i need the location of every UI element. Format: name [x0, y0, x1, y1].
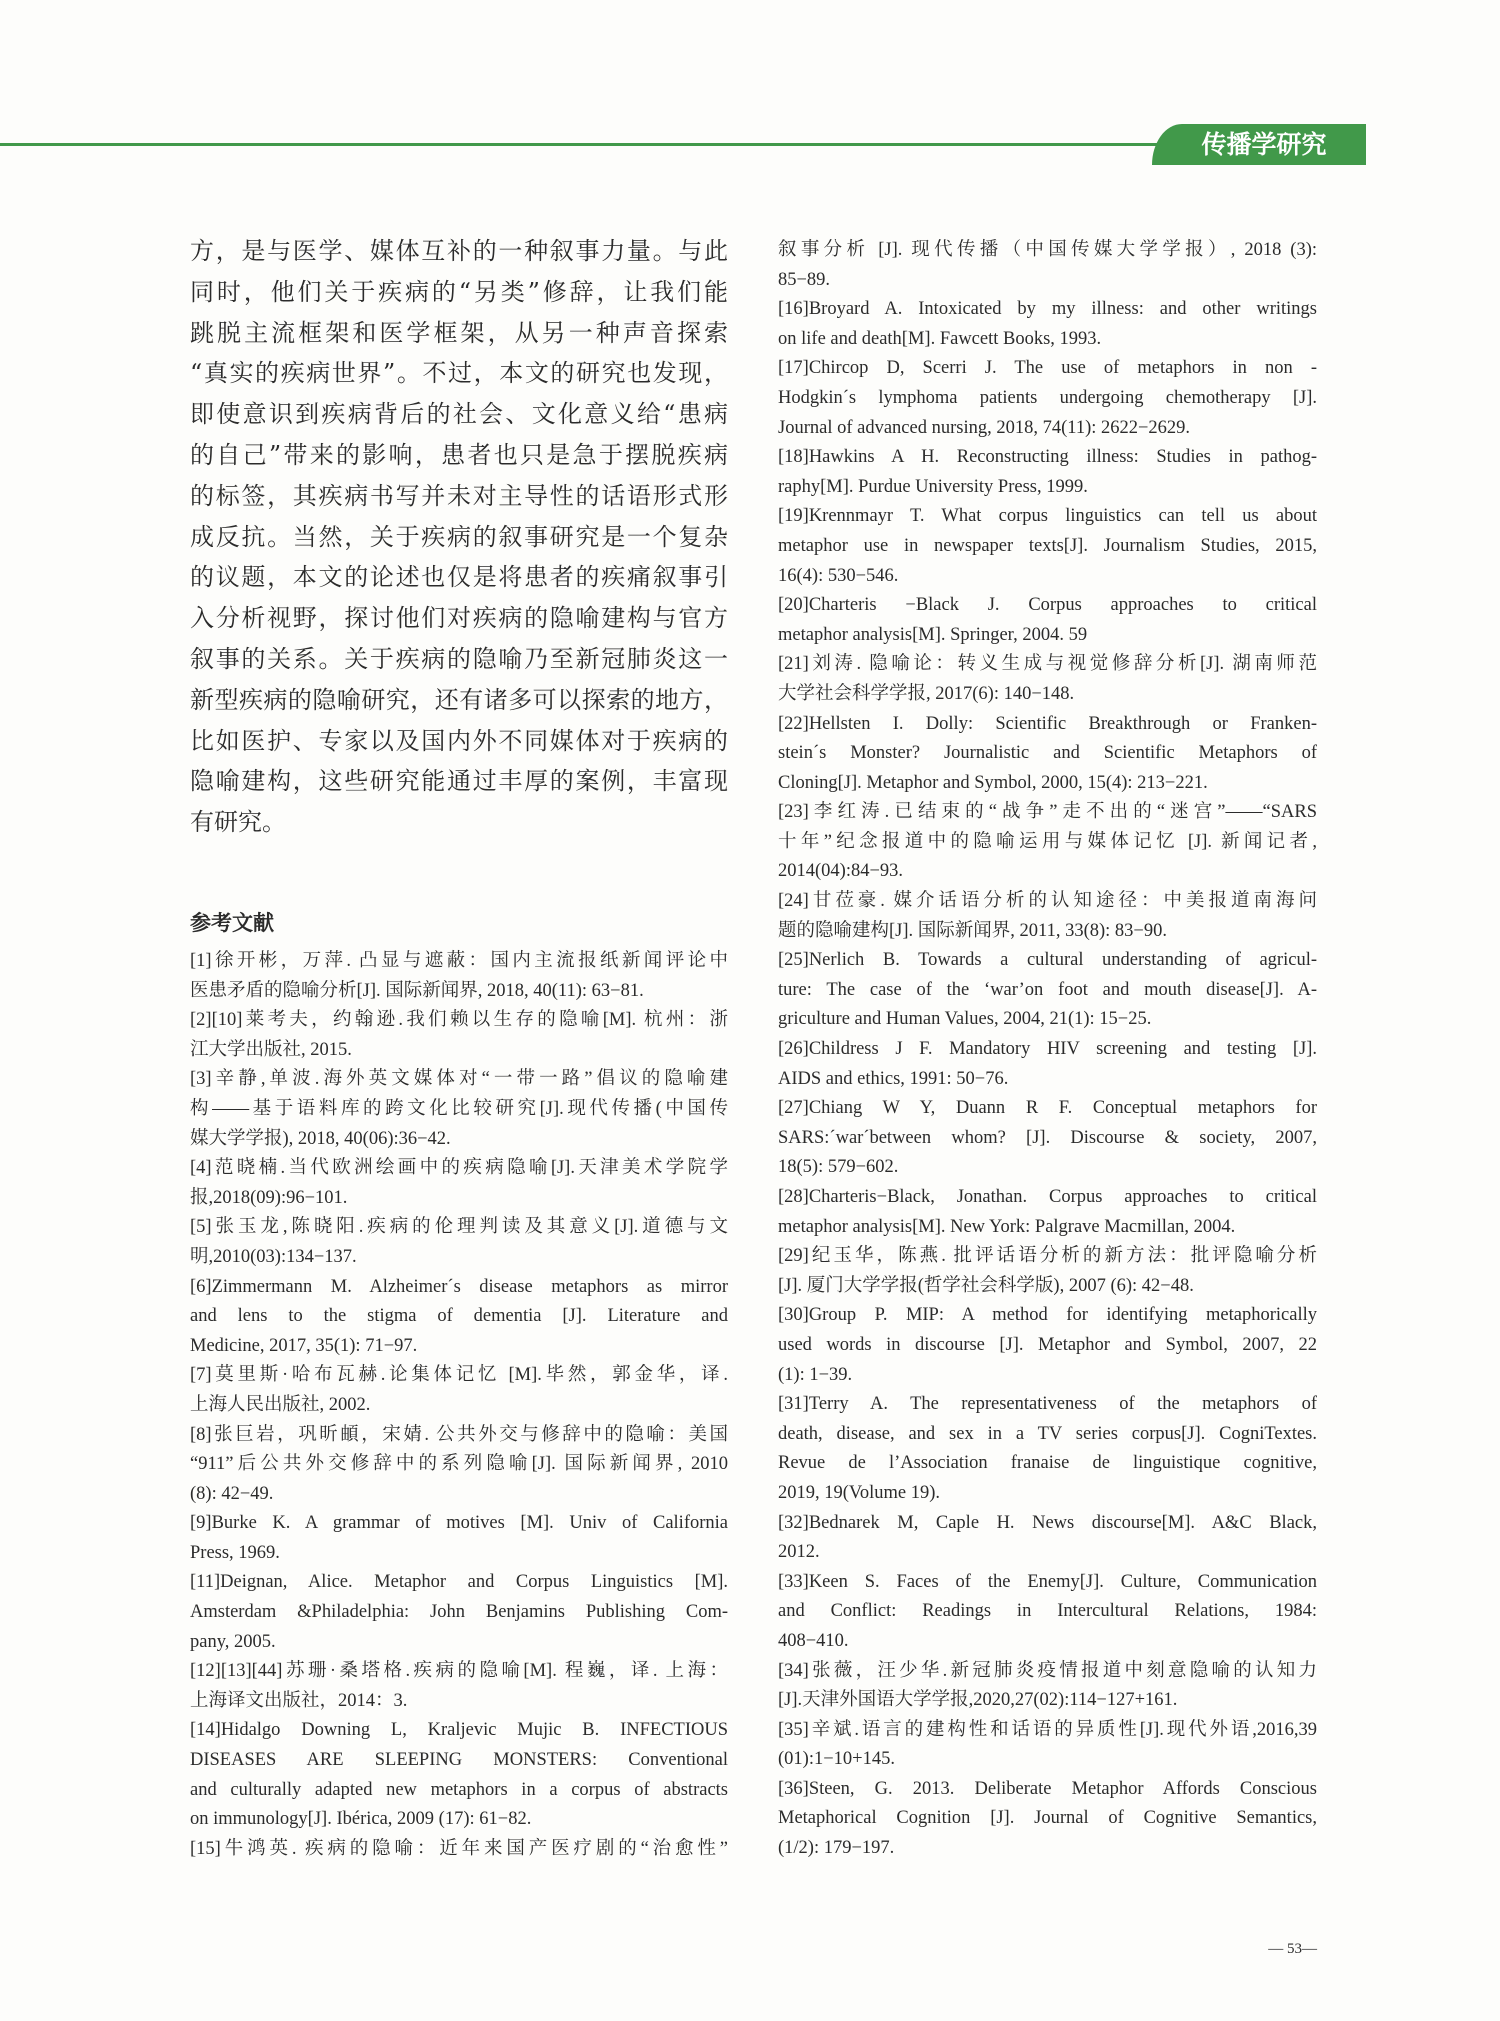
body-text-line: 隐喻建构，这些研究能通过丰厚的案例，丰富现	[190, 767, 728, 796]
reference-line: [33]Keen S. Faces of the Enemy[J]. Culture, Communication	[778, 1571, 1317, 1592]
reference-line: [14]Hidalgo Downing L, Kraljevic Mujic B. INFECTIOUS	[190, 1720, 728, 1741]
reference-entry	[778, 591, 1317, 650]
reference-line: [1]徐开彬，万萍. 凸显与遮蔽：国内主流报纸新闻评论中	[190, 951, 728, 971]
reference-line: (1): 1−39.	[778, 1364, 853, 1385]
reference-entry	[778, 946, 1317, 1035]
reference-entry	[778, 1390, 1317, 1508]
reference-line: [J]. 厦门大学学报(哲学社会科学版), 2007 (6): 42−48.	[778, 1275, 1194, 1296]
reference-line: Press, 1969.	[190, 1542, 280, 1563]
reference-line: [23]李红涛.已结束的“战争”走不出的“迷宫”——“SARS	[778, 802, 1317, 823]
body-text-line: 入分析视野，探讨他们对疾病的隐喻建构与官方	[190, 604, 728, 633]
reference-line: [5]张玉龙,陈晓阳.疾病的伦理判读及其意义[J].道德与文	[190, 1217, 728, 1238]
reference-entry	[778, 1242, 1317, 1301]
body-text-line: 的标签，其疾病书写并未对主导性的话语形式形	[190, 481, 728, 510]
reference-line: DISEASES ARE SLEEPING MONSTERS: Conventional	[190, 1750, 728, 1771]
reference-line: 媒大学学报), 2018, 40(06):36−42.	[190, 1128, 451, 1149]
reference-line: [15]牛鸿英. 疾病的隐喻：近年来国产医疗剧的“治愈性”	[190, 1838, 728, 1859]
reference-line: [36]Steen, G. 2013. Deliberate Metaphor Affords Conscious	[778, 1778, 1317, 1799]
reference-line: [20]Charteris −Black J. Corpus approaches to critical	[778, 595, 1317, 616]
reference-line: Journal of advanced nursing, 2018, 74(11): 2622−2629.	[778, 417, 1191, 438]
reference-line: griculture and Human Values, 2004, 21(1): 15−25.	[778, 1009, 1152, 1030]
reference-line: Amsterdam &Philadelphia: John Benjamins Publishing Com-	[190, 1602, 728, 1623]
reference-line: [9]Burke K. A grammar of motives [M]. Univ of California	[190, 1513, 728, 1534]
reference-entry	[778, 1568, 1317, 1657]
reference-line: 上海译文出版社，2014：3.	[190, 1690, 408, 1711]
reference-entry	[190, 1361, 728, 1420]
reference-line: 江大学出版社, 2015.	[190, 1039, 352, 1060]
reference-line: [7]莫里斯·哈布瓦赫.论集体记忆 [M].毕然，郭金华，译.	[190, 1365, 728, 1386]
reference-line: SARS:´war´between whom? [J]. Discourse & society, 2007,	[778, 1127, 1317, 1148]
reference-line: death, disease, and sex in a TV series corpus[J]. CogniTextes.	[778, 1423, 1317, 1444]
reference-line: AIDS and ethics, 1991: 50−76.	[778, 1068, 1009, 1089]
reference-line: 上海人民出版社, 2002.	[190, 1394, 371, 1415]
reference-line: [28]Charteris−Black, Jonathan. Corpus approaches to critical	[778, 1187, 1317, 1207]
reference-line: 16(4): 530−546.	[778, 565, 899, 586]
reference-line: 2019, 19(Volume 19).	[778, 1482, 941, 1503]
reference-line: [12][13][44]苏珊·桑塔格.疾病的隐喻[M]. 程巍，译. 上海：	[190, 1661, 728, 1682]
reference-line: raphy[M]. Purdue University Press, 1999.	[778, 476, 1088, 497]
page-number: — 53—	[1268, 1941, 1317, 1957]
body-text-line: 的议题，本文的论述也仅是将患者的疾痛叙事引	[190, 563, 728, 592]
reference-line: (8): 42−49.	[190, 1483, 274, 1504]
reference-line: “911”后公共外交修辞中的系列隐喻[J]. 国际新闻界, 2010	[190, 1454, 728, 1475]
reference-entry	[778, 798, 1317, 887]
reference-line: [8]张巨岩，巩昕頔，宋婧. 公共外交与修辞中的隐喻：美国	[190, 1424, 728, 1445]
reference-entry	[190, 1716, 728, 1834]
reference-entry	[190, 1006, 728, 1065]
reference-line: [30]Group P. MIP: A method for identifying metaphorically	[778, 1305, 1317, 1326]
body-text-line: “真实的疾病世界”。不过，本文的研究也发现，	[190, 359, 728, 388]
reference-entry	[778, 1657, 1317, 1716]
reference-line: 明,2010(03):134−137.	[190, 1246, 357, 1267]
reference-entry	[190, 1835, 728, 1865]
body-text-line: 同时，他们关于疾病的“另类”修辞，让我们能	[190, 277, 728, 306]
reference-line: 85−89.	[778, 269, 831, 290]
reference-line: ture: The case of the ‘war’on foot and mouth disease[J]. A-	[778, 979, 1317, 1000]
header-rule	[0, 143, 1165, 146]
body-paragraph	[190, 231, 728, 843]
reference-line: (01):1−10+145.	[778, 1749, 895, 1770]
reference-line: [34]张薇，汪少华.新冠肺炎疫情报道中刻意隐喻的认知力	[778, 1660, 1317, 1681]
section-tab: 传播学研究	[1152, 124, 1366, 165]
reference-line: 408−410.	[778, 1630, 849, 1651]
reference-entry	[190, 1421, 728, 1510]
reference-line: used words in discourse [J]. Metaphor and Symbol, 2007, 22	[778, 1334, 1317, 1355]
reference-entry	[190, 1065, 728, 1154]
reference-line: Cloning[J]. Metaphor and Symbol, 2000, 15(4): 213−221.	[778, 772, 1208, 793]
reference-line: Medicine, 2017, 35(1): 71−97.	[190, 1335, 418, 1356]
reference-line: [22]Hellsten I. Dolly: Scientific Breakthrough or Franken-	[778, 713, 1317, 734]
reference-entry	[778, 1509, 1317, 1568]
body-text-line: 新型疾病的隐喻研究，还有诸多可以探索的地方，	[190, 685, 728, 714]
reference-entry	[190, 1657, 728, 1716]
reference-line: 2012.	[778, 1542, 820, 1563]
reference-line: on immunology[J]. Ibérica, 2009 (17): 61−82.	[190, 1809, 532, 1830]
reference-line: and Conflict: Readings in Intercultural Relations, 1984:	[778, 1601, 1317, 1622]
reference-line: [18]Hawkins A H. Reconstructing illness: Studies in pathog-	[778, 447, 1317, 468]
reference-line: 题的隐喻建构[J]. 国际新闻界, 2011, 33(8): 83−90.	[778, 920, 1167, 941]
reference-line: metaphor analysis[M]. New York: Palgrave Macmillan, 2004.	[778, 1216, 1236, 1237]
reference-line: [4]范晓楠.当代欧洲绘画中的疾病隐喻[J].天津美术学院学	[190, 1158, 728, 1179]
reference-line: Revue de l’Association franaise de linguistique cognitive,	[778, 1453, 1317, 1474]
reference-line: [35]辛斌.语言的建构性和话语的异质性[J].现代外语,2016,39	[778, 1719, 1317, 1740]
reference-line: [17]Chircop D, Scerri J. The use of metaphors in non -	[778, 358, 1317, 379]
reference-line: Metaphorical Cognition [J]. Journal of Cognitive Semantics,	[778, 1808, 1317, 1829]
reference-entry	[778, 1716, 1317, 1775]
reference-line: [16]Broyard A. Intoxicated by my illness: and other writings	[778, 299, 1317, 320]
references-heading: 参考文献	[190, 911, 274, 935]
reference-entry	[778, 1183, 1317, 1242]
reference-line: [29]纪玉华，陈燕. 批评话语分析的新方法：批评隐喻分析	[778, 1246, 1317, 1267]
reference-line: [24]甘莅豪. 媒介话语分析的认知途径：中美报道南海问	[778, 891, 1317, 912]
reference-entry	[778, 236, 1317, 295]
reference-entry	[778, 650, 1317, 709]
reference-line: [25]Nerlich B. Towards a cultural understanding of agricul-	[778, 950, 1317, 971]
reference-line: [21]刘涛. 隐喻论：转义生成与视觉修辞分析[J]. 湖南师范	[778, 654, 1317, 675]
body-text-line: 即使意识到疾病背后的社会、文化意义给“患病	[190, 400, 728, 429]
reference-entry	[190, 947, 728, 1006]
body-text-line: 跳脱主流框架和医学框架，从另一种声音探索	[190, 318, 728, 347]
reference-entry	[778, 295, 1317, 354]
reference-line: [6]Zimmermann M. Alzheimer´s disease metaphors as mirror	[190, 1276, 728, 1297]
reference-line: 2014(04):84−93.	[778, 861, 904, 882]
reference-entry	[190, 1154, 728, 1213]
body-text-line: 叙事的关系。关于疾病的隐喻乃至新冠肺炎这一	[190, 644, 728, 673]
reference-line: Hodgkin´s lymphoma patients undergoing chemotherapy [J].	[778, 387, 1317, 408]
reference-entry	[778, 443, 1317, 502]
reference-line: metaphor use in newspaper texts[J]. Journalism Studies, 2015,	[778, 535, 1317, 556]
reference-line: and lens to the stigma of dementia [J]. Literature and	[190, 1306, 728, 1327]
body-text-line: 比如医护、专家以及国内外不同媒体对于疾病的	[190, 726, 728, 755]
reference-line: 十年”纪念报道中的隐喻运用与媒体记忆 [J]. 新闻记者,	[778, 831, 1317, 852]
reference-line: 叙事分析 [J]. 现代传播（中国传媒大学学报）, 2018 (3):	[778, 240, 1317, 260]
body-text-line: 方，是与医学、媒体互补的一种叙事力量。与此	[190, 237, 728, 265]
reference-line: [27]Chiang W Y, Duann R F. Conceptual metaphors for	[778, 1098, 1317, 1119]
reference-line: on life and death[M]. Fawcett Books, 1993.	[778, 328, 1102, 349]
reference-line: pany, 2005.	[190, 1631, 276, 1652]
reference-line: [19]Krennmayr T. What corpus linguistics can tell us about	[778, 506, 1317, 527]
references-left-column	[190, 947, 728, 1864]
reference-entry	[778, 502, 1317, 591]
reference-line: (1/2): 179−197.	[778, 1838, 895, 1859]
reference-line: 18(5): 579−602.	[778, 1157, 899, 1178]
reference-line: [3]辛静,单波.海外英文媒体对“一带一路”倡议的隐喻建	[190, 1069, 728, 1090]
reference-line: [31]Terry A. The representativeness of the metaphors of	[778, 1394, 1317, 1415]
reference-line: [J].天津外国语大学学报,2020,27(02):114−127+161.	[778, 1690, 1178, 1711]
reference-entry	[778, 1301, 1317, 1390]
reference-entry	[190, 1213, 728, 1272]
references-right-column	[778, 236, 1317, 1864]
reference-entry	[778, 1035, 1317, 1094]
reference-entry	[190, 1509, 728, 1568]
reference-entry	[778, 710, 1317, 799]
reference-entry	[778, 887, 1317, 946]
reference-line: 构——基于语料库的跨文化比较研究[J].现代传播(中国传	[190, 1098, 728, 1119]
body-text-line: 的自己”带来的影响，患者也只是急于摆脱疾病	[190, 440, 728, 469]
reference-entry	[778, 1094, 1317, 1183]
body-text-line: 成反抗。当然，关于疾病的叙事研究是一个复杂	[190, 522, 728, 551]
reference-entry	[190, 1273, 728, 1362]
reference-line: 大学社会科学学报, 2017(6): 140−148.	[778, 683, 1075, 704]
reference-entry	[778, 354, 1317, 443]
reference-line: [32]Bednarek M, Caple H. News discourse[M]. A&C Black,	[778, 1512, 1317, 1533]
body-text-line: 有研究。	[190, 808, 286, 837]
reference-line: [2][10]莱考夫，约翰逊.我们赖以生存的隐喻[M]. 杭州：浙	[190, 1010, 728, 1031]
reference-entry	[190, 1568, 728, 1657]
reference-line: 报,2018(09):96−101.	[190, 1187, 348, 1208]
reference-line: [11]Deignan, Alice. Metaphor and Corpus Linguistics [M].	[190, 1572, 728, 1593]
reference-line: metaphor analysis[M]. Springer, 2004. 59	[778, 624, 1088, 645]
reference-line: 医患矛盾的隐喻分析[J]. 国际新闻界, 2018, 40(11): 63−81.	[190, 980, 644, 1001]
reference-entry	[778, 1775, 1317, 1864]
reference-line: and culturally adapted new metaphors in a corpus of abstracts	[190, 1779, 728, 1800]
reference-line: [26]Childress J F. Mandatory HIV screening and testing [J].	[778, 1039, 1317, 1060]
reference-line: stein´s Monster? Journalistic and Scientific Metaphors of	[778, 743, 1317, 764]
